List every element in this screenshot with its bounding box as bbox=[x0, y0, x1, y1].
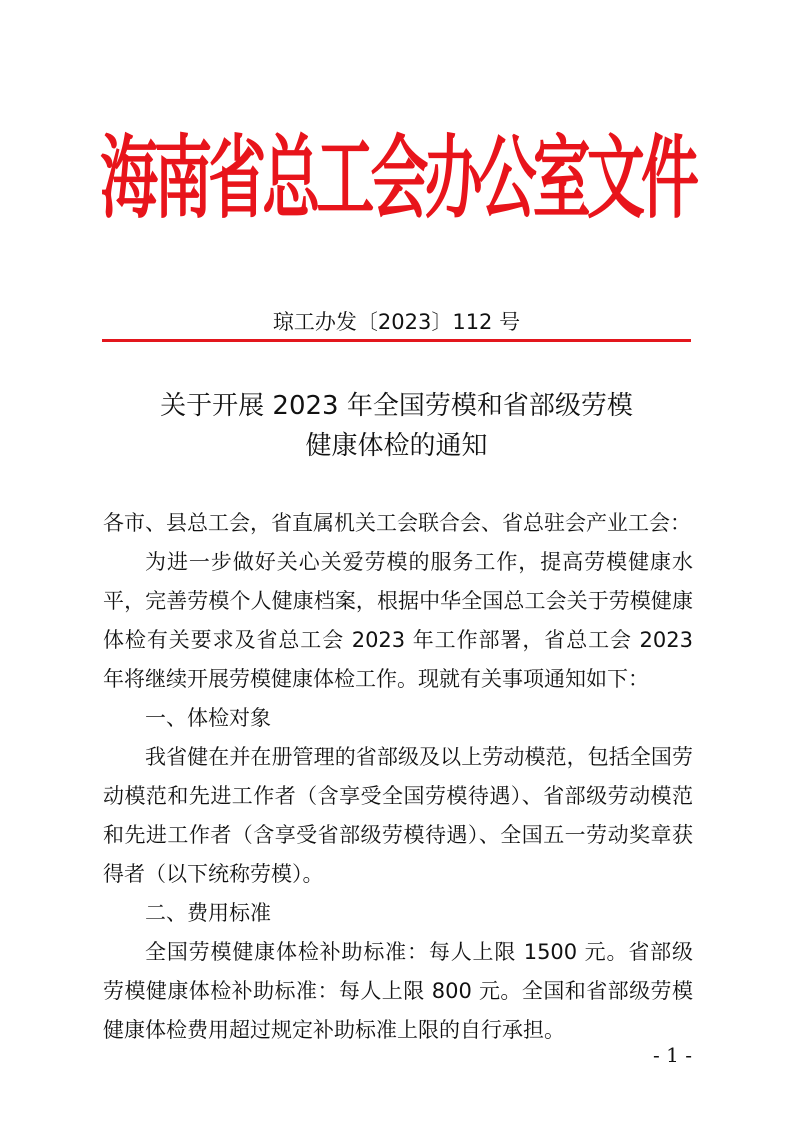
masthead-char: 总 bbox=[262, 125, 321, 231]
issuer-masthead bbox=[100, 118, 699, 238]
header-divider bbox=[102, 339, 691, 342]
masthead-char: 室 bbox=[532, 125, 591, 231]
salutation: 各市、县总工会，省直属机关工会联合会、省总驻会产业工会： bbox=[103, 511, 691, 535]
masthead-char: 省 bbox=[208, 125, 267, 231]
masthead-char: 南 bbox=[154, 125, 213, 231]
title-line-1: 关于开展 2023 年全国劳模和省部级劳模 bbox=[160, 391, 633, 421]
masthead-char: 公 bbox=[478, 125, 537, 231]
document-title bbox=[100, 386, 693, 466]
title-line-2: 健康体检的通知 bbox=[305, 431, 488, 461]
page-number: - 1 - bbox=[653, 1043, 692, 1067]
section-paragraph-1: 我省健在并在册管理的省部级及以上劳动模范，包括全国劳动模范和先进工作者（含享受全国劳模待遇）、省部级劳动模范和先进工作者（含享受省部级劳模待遇）、全国五一劳动奖章获得者（以下统称劳模）。 bbox=[103, 745, 693, 886]
masthead-char: 海 bbox=[100, 125, 159, 231]
section-heading-2: 二、费用标准 bbox=[145, 901, 271, 925]
masthead-char: 件 bbox=[640, 125, 699, 231]
section-paragraph-2: 全国劳模健康体检补助标准：每人上限 1500 元。省部级劳模健康体检补助标准：每人上限 800 元。全国和省部级劳模健康体检费用超过规定补助标准上限的自行承担。 bbox=[103, 940, 693, 1042]
masthead-char: 文 bbox=[586, 125, 645, 231]
masthead-char: 办 bbox=[424, 125, 483, 231]
masthead-char: 工 bbox=[316, 125, 375, 231]
document-body bbox=[103, 504, 693, 1050]
masthead-char: 会 bbox=[370, 125, 429, 231]
section-heading-1: 一、体检对象 bbox=[145, 706, 271, 730]
intro-paragraph: 为进一步做好关心关爱劳模的服务工作，提高劳模健康水平，完善劳模个人健康档案，根据中华全国总工会关于劳模健康体检有关要求及省总工会 2023 年工作部署，省总工会 2023 年将继续开展劳模健康体检工作。现就有关事项通知如下： bbox=[103, 550, 693, 691]
document-number: 琼工办发〔2023〕112 号 bbox=[272, 310, 521, 334]
